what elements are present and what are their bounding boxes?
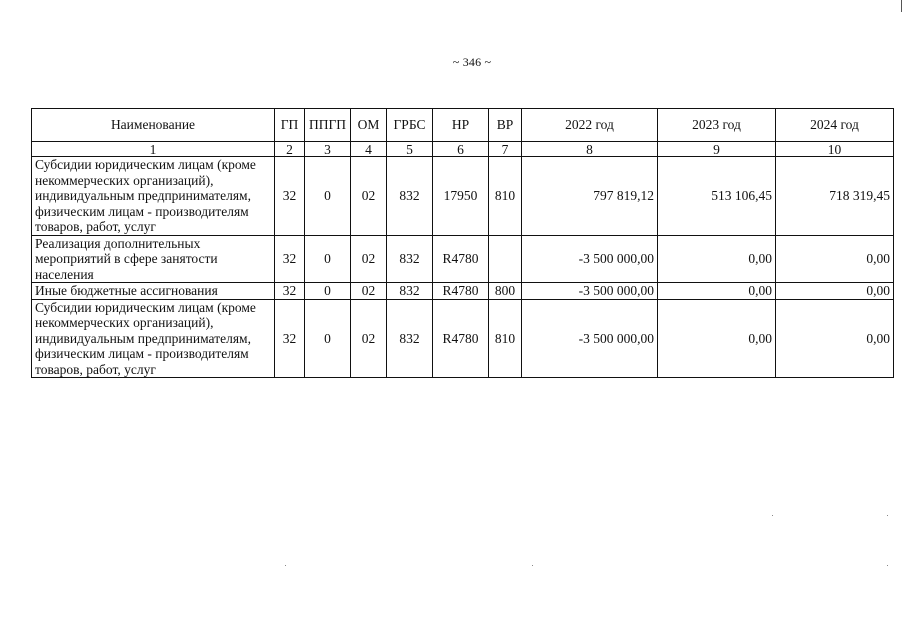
column-header-2024: 2024 год [776, 109, 894, 142]
row-name: Субсидии юридическим лицам (кроме некоммерческих организаций), индивидуальным предпринимателям, физическим лицам - производителям товаров, работ, услуг [32, 157, 275, 236]
cell-nr: 17950 [433, 157, 489, 236]
cell-nr: R4780 [433, 235, 489, 283]
cell-2022: -3 500 000,00 [522, 283, 658, 300]
column-number: 8 [522, 142, 658, 157]
table-row [32, 283, 894, 300]
cell-2023: 513 106,45 [658, 157, 776, 236]
cell-ppgp: 0 [305, 157, 351, 236]
column-header-vr: ВР [489, 109, 522, 142]
cell-om: 02 [351, 299, 387, 378]
scan-speck [532, 565, 533, 566]
scan-speck [887, 515, 888, 516]
cell-2022: -3 500 000,00 [522, 235, 658, 283]
column-number: 3 [305, 142, 351, 157]
cell-2023: 0,00 [658, 299, 776, 378]
cell-vr: 810 [489, 157, 522, 236]
cell-grbs: 832 [387, 235, 433, 283]
column-number: 7 [489, 142, 522, 157]
scan-speck [887, 565, 888, 566]
cell-ppgp: 0 [305, 235, 351, 283]
column-number-row [32, 142, 894, 157]
column-header-nr: НР [433, 109, 489, 142]
scan-speck [285, 565, 286, 566]
column-number: 5 [387, 142, 433, 157]
cell-grbs: 832 [387, 283, 433, 300]
cell-nr: R4780 [433, 299, 489, 378]
cell-gp: 32 [275, 299, 305, 378]
column-header-2023: 2023 год [658, 109, 776, 142]
cell-2024: 718 319,45 [776, 157, 894, 236]
scan-speck [772, 515, 773, 516]
cell-om: 02 [351, 157, 387, 236]
cell-gp: 32 [275, 235, 305, 283]
cell-gp: 32 [275, 283, 305, 300]
cell-2023: 0,00 [658, 283, 776, 300]
cell-om: 02 [351, 235, 387, 283]
table-row [32, 157, 894, 236]
column-header-grbs: ГРБС [387, 109, 433, 142]
column-number: 6 [433, 142, 489, 157]
cell-vr: 800 [489, 283, 522, 300]
cell-vr [489, 235, 522, 283]
cell-2023: 0,00 [658, 235, 776, 283]
column-number: 4 [351, 142, 387, 157]
cell-vr: 810 [489, 299, 522, 378]
budget-table [31, 108, 894, 378]
column-header-om: ОМ [351, 109, 387, 142]
page-number: ~ 346 ~ [452, 55, 492, 69]
column-header-ppgp: ППГП [305, 109, 351, 142]
cell-2022: -3 500 000,00 [522, 299, 658, 378]
cell-grbs: 832 [387, 157, 433, 236]
column-header-name: Наименование [32, 109, 275, 142]
column-header-gp: ГП [275, 109, 305, 142]
column-number: 1 [32, 142, 275, 157]
header-row [32, 109, 894, 142]
cell-grbs: 832 [387, 299, 433, 378]
cell-gp: 32 [275, 157, 305, 236]
cell-nr: R4780 [433, 283, 489, 300]
cell-ppgp: 0 [305, 299, 351, 378]
row-name: Иные бюджетные ассигнования [32, 283, 275, 300]
cell-2024: 0,00 [776, 283, 894, 300]
cell-2024: 0,00 [776, 299, 894, 378]
cell-2024: 0,00 [776, 235, 894, 283]
row-name: Реализация дополнительных мероприятий в сфере занятости населения [32, 235, 275, 283]
table-row [32, 235, 894, 283]
column-header-2022: 2022 год [522, 109, 658, 142]
cell-om: 02 [351, 283, 387, 300]
table-row [32, 299, 894, 378]
column-number: 2 [275, 142, 305, 157]
cell-2022: 797 819,12 [522, 157, 658, 236]
column-number: 9 [658, 142, 776, 157]
cell-ppgp: 0 [305, 283, 351, 300]
column-number: 10 [776, 142, 894, 157]
row-name: Субсидии юридическим лицам (кроме некоммерческих организаций), индивидуальным предпринимателям, физическим лицам - производителям товаров, работ, услуг [32, 299, 275, 378]
scan-edge-mark [901, 0, 902, 12]
